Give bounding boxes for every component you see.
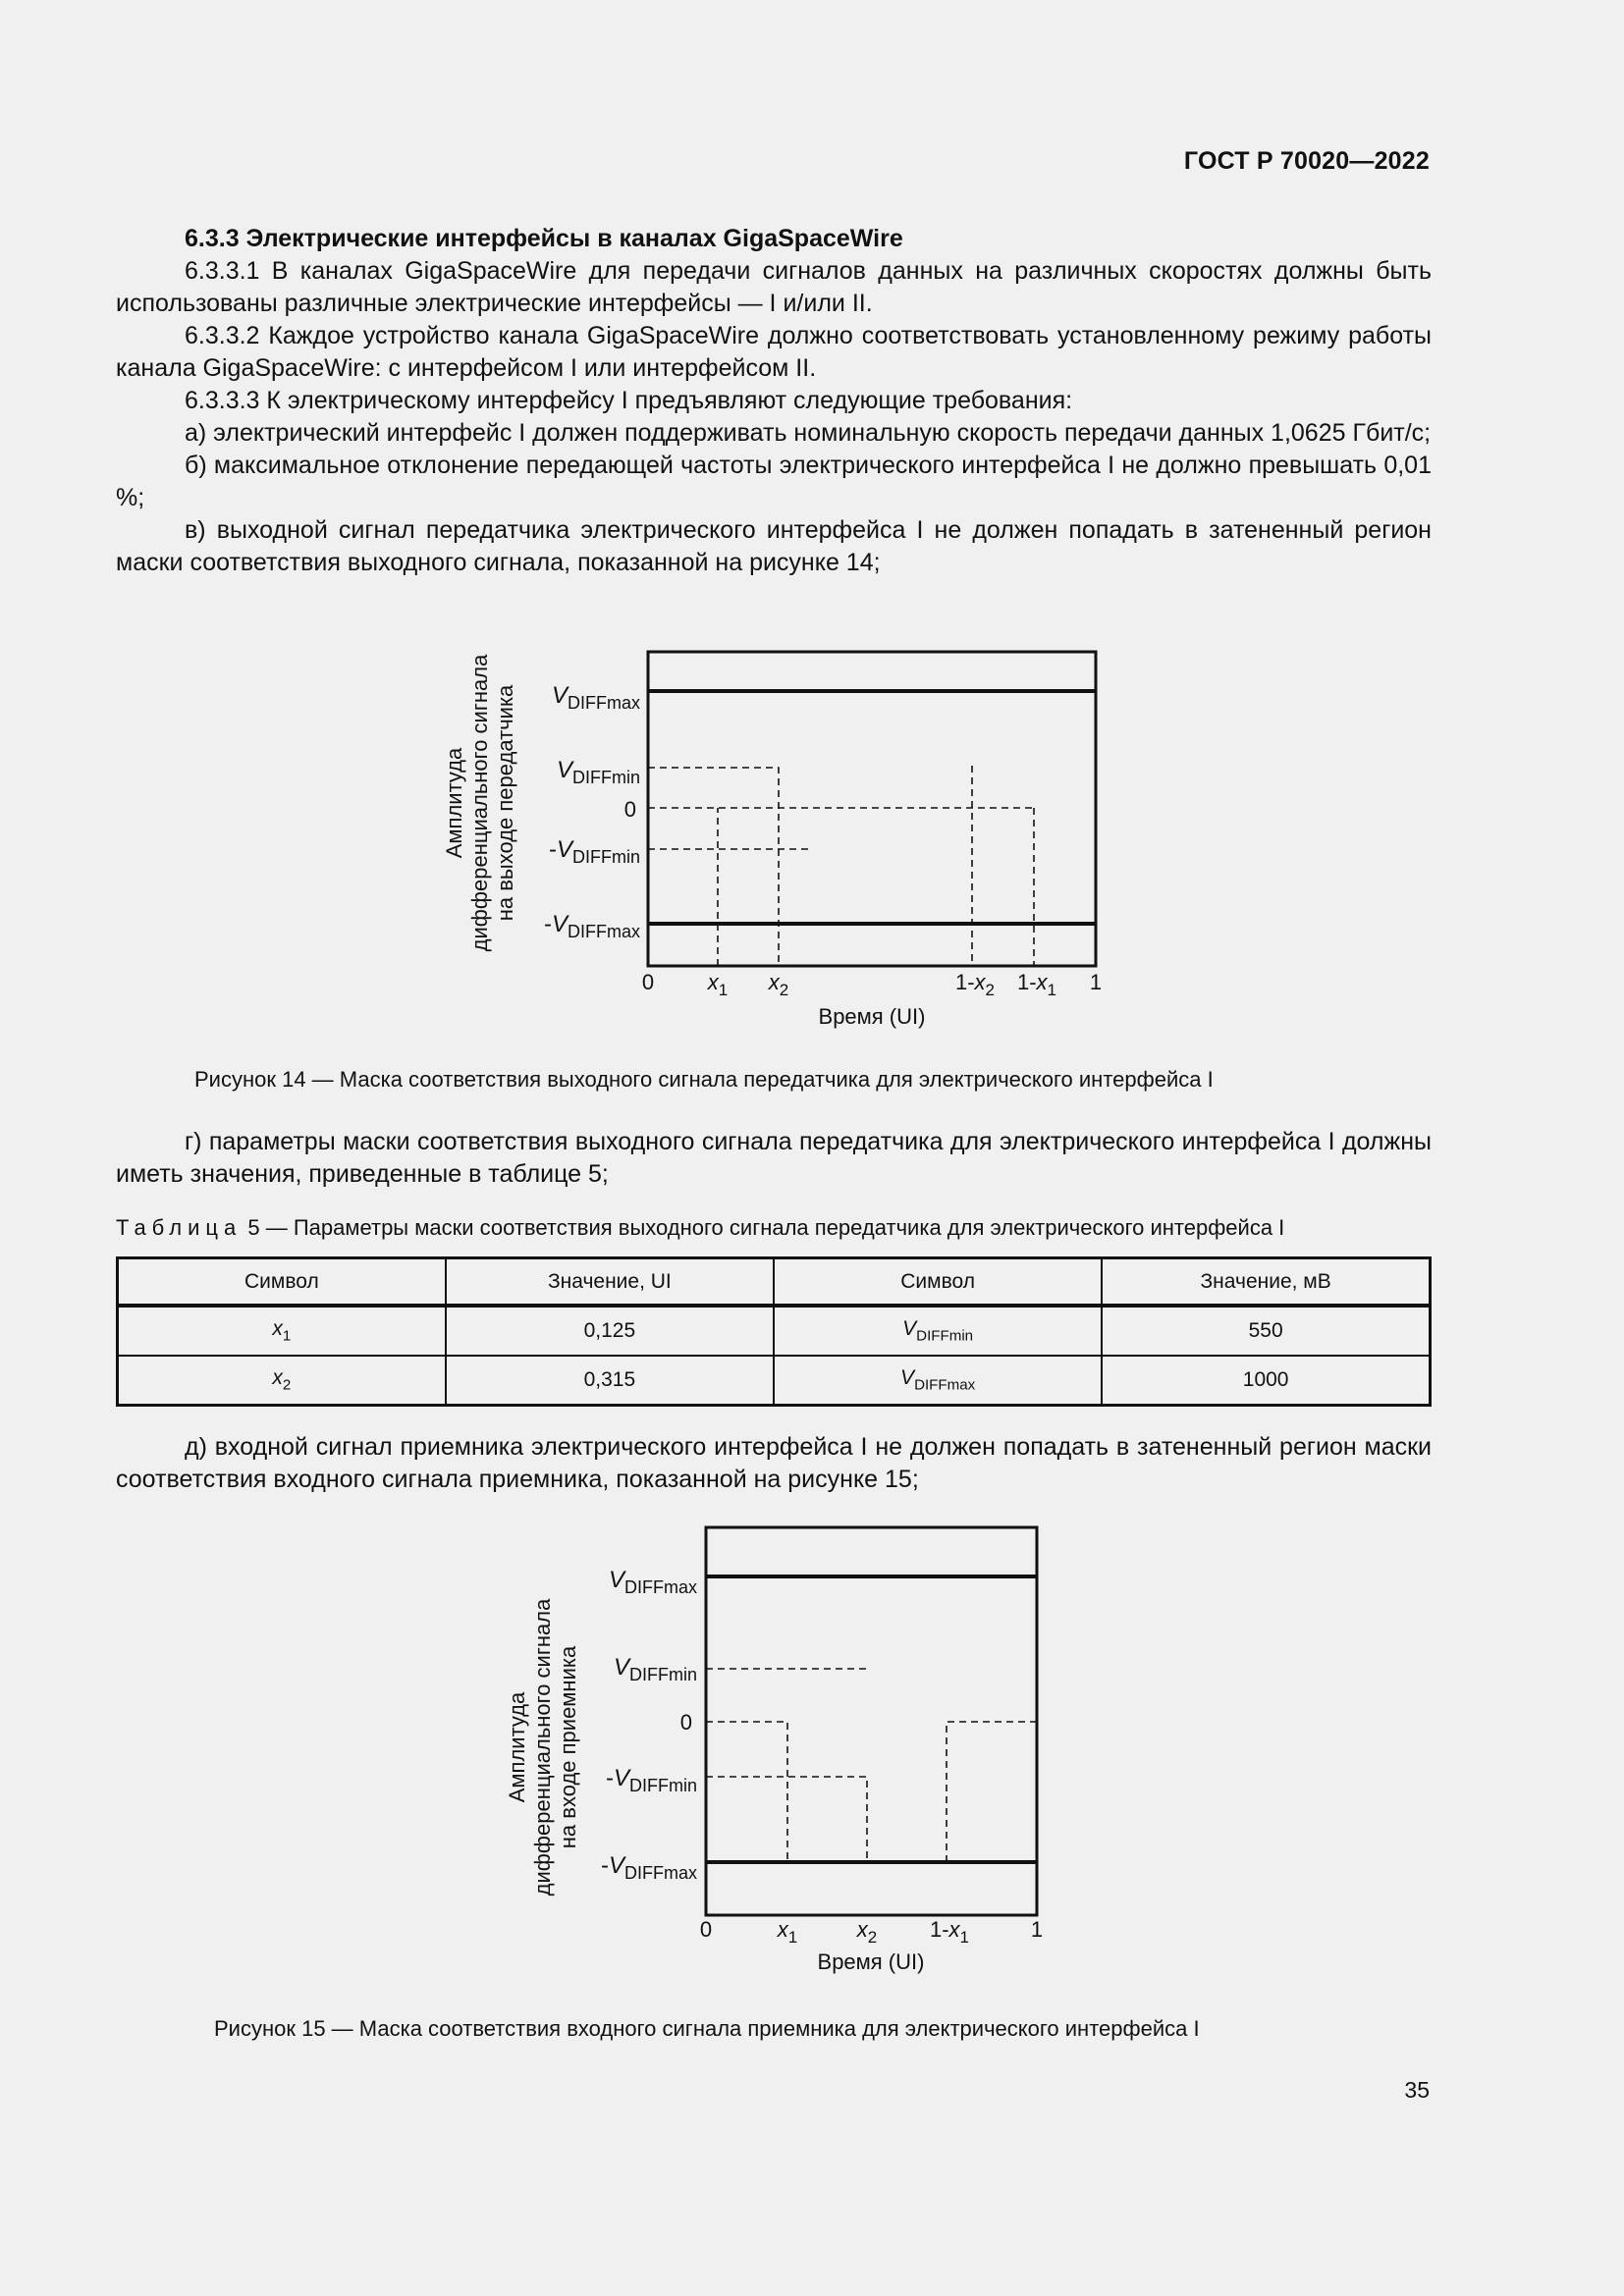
value-cell: 550 xyxy=(1102,1306,1430,1356)
y-tick-zero: 0 xyxy=(623,797,636,822)
mask-eye-outline xyxy=(648,766,1034,966)
y-axis-label-line: на выходе передатчика xyxy=(493,684,517,922)
y-tick-neg-vdiffmax: $-V_{DIFFmax}$ xyxy=(600,1852,697,1883)
x-tick-x2: $x_2$ xyxy=(856,1917,878,1947)
x-tick-x2: $x_2$ xyxy=(768,970,789,999)
paragraph-d-block xyxy=(116,1431,1432,1496)
value-cell: 0,315 xyxy=(446,1356,774,1406)
x-tick-1-x1: $1-x_1$ xyxy=(929,1917,970,1947)
paragraph: 6.3.3.3 К электрическому интерфейсу I предъявляют следующие требования: xyxy=(185,387,1073,414)
figure-14-caption: Рисунок 14 — Маска соответствия выходного сигнала передатчика для электрического интерфейса I xyxy=(194,1067,1214,1092)
paragraph-g-block xyxy=(116,1126,1432,1191)
table-title-text: 5 — Параметры маски соответствия выходного сигнала передатчика для электрического интерфейса I xyxy=(247,1215,1285,1240)
x-tick-1-x2: $1-x_2$ xyxy=(954,970,996,999)
section-heading: 6.3.3 Электрические интерфейсы в каналах GigaSpaceWire xyxy=(185,225,903,252)
column-header: Символ xyxy=(774,1258,1102,1307)
x-tick-1: 1 xyxy=(1089,970,1103,994)
y-tick-vdiffmin: $V_{DIFFmin}$ xyxy=(613,1654,697,1684)
y-axis-label-line: дифференциального сигнала xyxy=(530,1598,555,1896)
paragraph: г) параметры маски соответствия выходного сигнала передатчика для электрического интерфейса I должны иметь значения, приведенные в таблице 5; xyxy=(116,1128,1432,1188)
x-tick-0: 0 xyxy=(699,1917,713,1942)
symbol-cell: $x_1$ xyxy=(118,1306,446,1356)
y-tick-vdiffmax: $V_{DIFFmax}$ xyxy=(551,682,640,713)
table-header-row xyxy=(118,1258,1431,1307)
y-tick-vdiffmin: $V_{DIFFmin}$ xyxy=(556,757,640,787)
mask-frame xyxy=(648,652,1096,966)
y-axis-label-line: Амплитуда xyxy=(442,747,466,859)
page-number: 35 xyxy=(1404,2077,1430,2103)
x-tick-1: 1 xyxy=(1030,1917,1044,1942)
symbol-cell: $V_{DIFFmin}$ xyxy=(774,1306,1102,1356)
paragraph: б) максимальное отклонение передающей частоты электрического интерфейса I не должно превышать 0,01 %; xyxy=(116,452,1432,511)
value-cell: 0,125 xyxy=(446,1306,774,1356)
x-tick-x1: $x_1$ xyxy=(707,970,729,999)
table-row xyxy=(118,1356,1431,1406)
figure-15 xyxy=(481,1512,1090,1983)
y-axis-label-line: на входе приемника xyxy=(556,1645,580,1849)
x-axis-label: Время (UI) xyxy=(818,1004,926,1029)
symbol-cell: $x_2$ xyxy=(118,1356,446,1406)
value-cell: 1000 xyxy=(1102,1356,1430,1406)
y-tick-neg-vdiffmax: $-V_{DIFFmax}$ xyxy=(543,911,640,941)
table-row xyxy=(118,1306,1431,1356)
y-axis-label-line: дифференциального сигнала xyxy=(467,654,492,952)
table-5-title xyxy=(116,1215,1432,1241)
document-code: ГОСТ Р 70020—2022 xyxy=(1183,147,1430,175)
y-tick-vdiffmax: $V_{DIFFmax}$ xyxy=(608,1567,697,1597)
figure-15-caption: Рисунок 15 — Маска соответствия входного сигнала приемника для электрического интерфейса I xyxy=(214,2016,1200,2041)
symbol-cell: $V_{DIFFmax}$ xyxy=(774,1356,1102,1406)
column-header: Значение, UI xyxy=(446,1258,774,1307)
figure-14 xyxy=(422,628,1129,1041)
y-tick-neg-vdiffmin: $-V_{DIFFmin}$ xyxy=(605,1765,697,1795)
paragraph: 6.3.3.1 В каналах GigaSpaceWire для передачи сигналов данных на различных скоростях должны быть использованы различные электрические интерфейсы — I и/или II. xyxy=(116,257,1432,317)
column-header: Символ xyxy=(118,1258,446,1307)
column-header: Значение, мВ xyxy=(1102,1258,1430,1307)
paragraph: 6.3.3.2 Каждое устройство канала GigaSpaceWire должно соответствовать установленному режиму работы канала GigaSpaceWire: с интерфейсом I или интерфейсом II. xyxy=(116,322,1432,382)
x-tick-1-x1: $1-x_1$ xyxy=(1016,970,1057,999)
table-5 xyxy=(116,1256,1432,1407)
mask-eye-outline xyxy=(706,1669,1037,1862)
paragraph: д) входной сигнал приемника электрического интерфейса I не должен попадать в затененный регион маски соответствия входного сигнала приемника, показанной на рисунке 15; xyxy=(116,1433,1432,1493)
paragraph: в) выходной сигнал передатчика электрического интерфейса I не должен попадать в затененный регион маски соответствия выходного сигнала, показанной на рисунке 14; xyxy=(116,516,1432,576)
x-tick-x1: $x_1$ xyxy=(777,1917,798,1947)
x-axis-label: Время (UI) xyxy=(817,1949,925,1974)
paragraph: а) электрический интерфейс I должен поддерживать номинальную скорость передачи данных 1,0625 Гбит/с; xyxy=(185,419,1432,447)
y-tick-zero: 0 xyxy=(679,1710,692,1735)
figure-15-diagram xyxy=(481,1512,1090,1983)
table-label: Таблица xyxy=(116,1215,243,1240)
y-axis-label-line: Амплитуда xyxy=(505,1691,529,1803)
figure-14-diagram xyxy=(422,628,1129,1041)
section-body xyxy=(116,223,1432,579)
y-tick-neg-vdiffmin: $-V_{DIFFmin}$ xyxy=(548,836,640,867)
x-tick-0: 0 xyxy=(641,970,655,994)
